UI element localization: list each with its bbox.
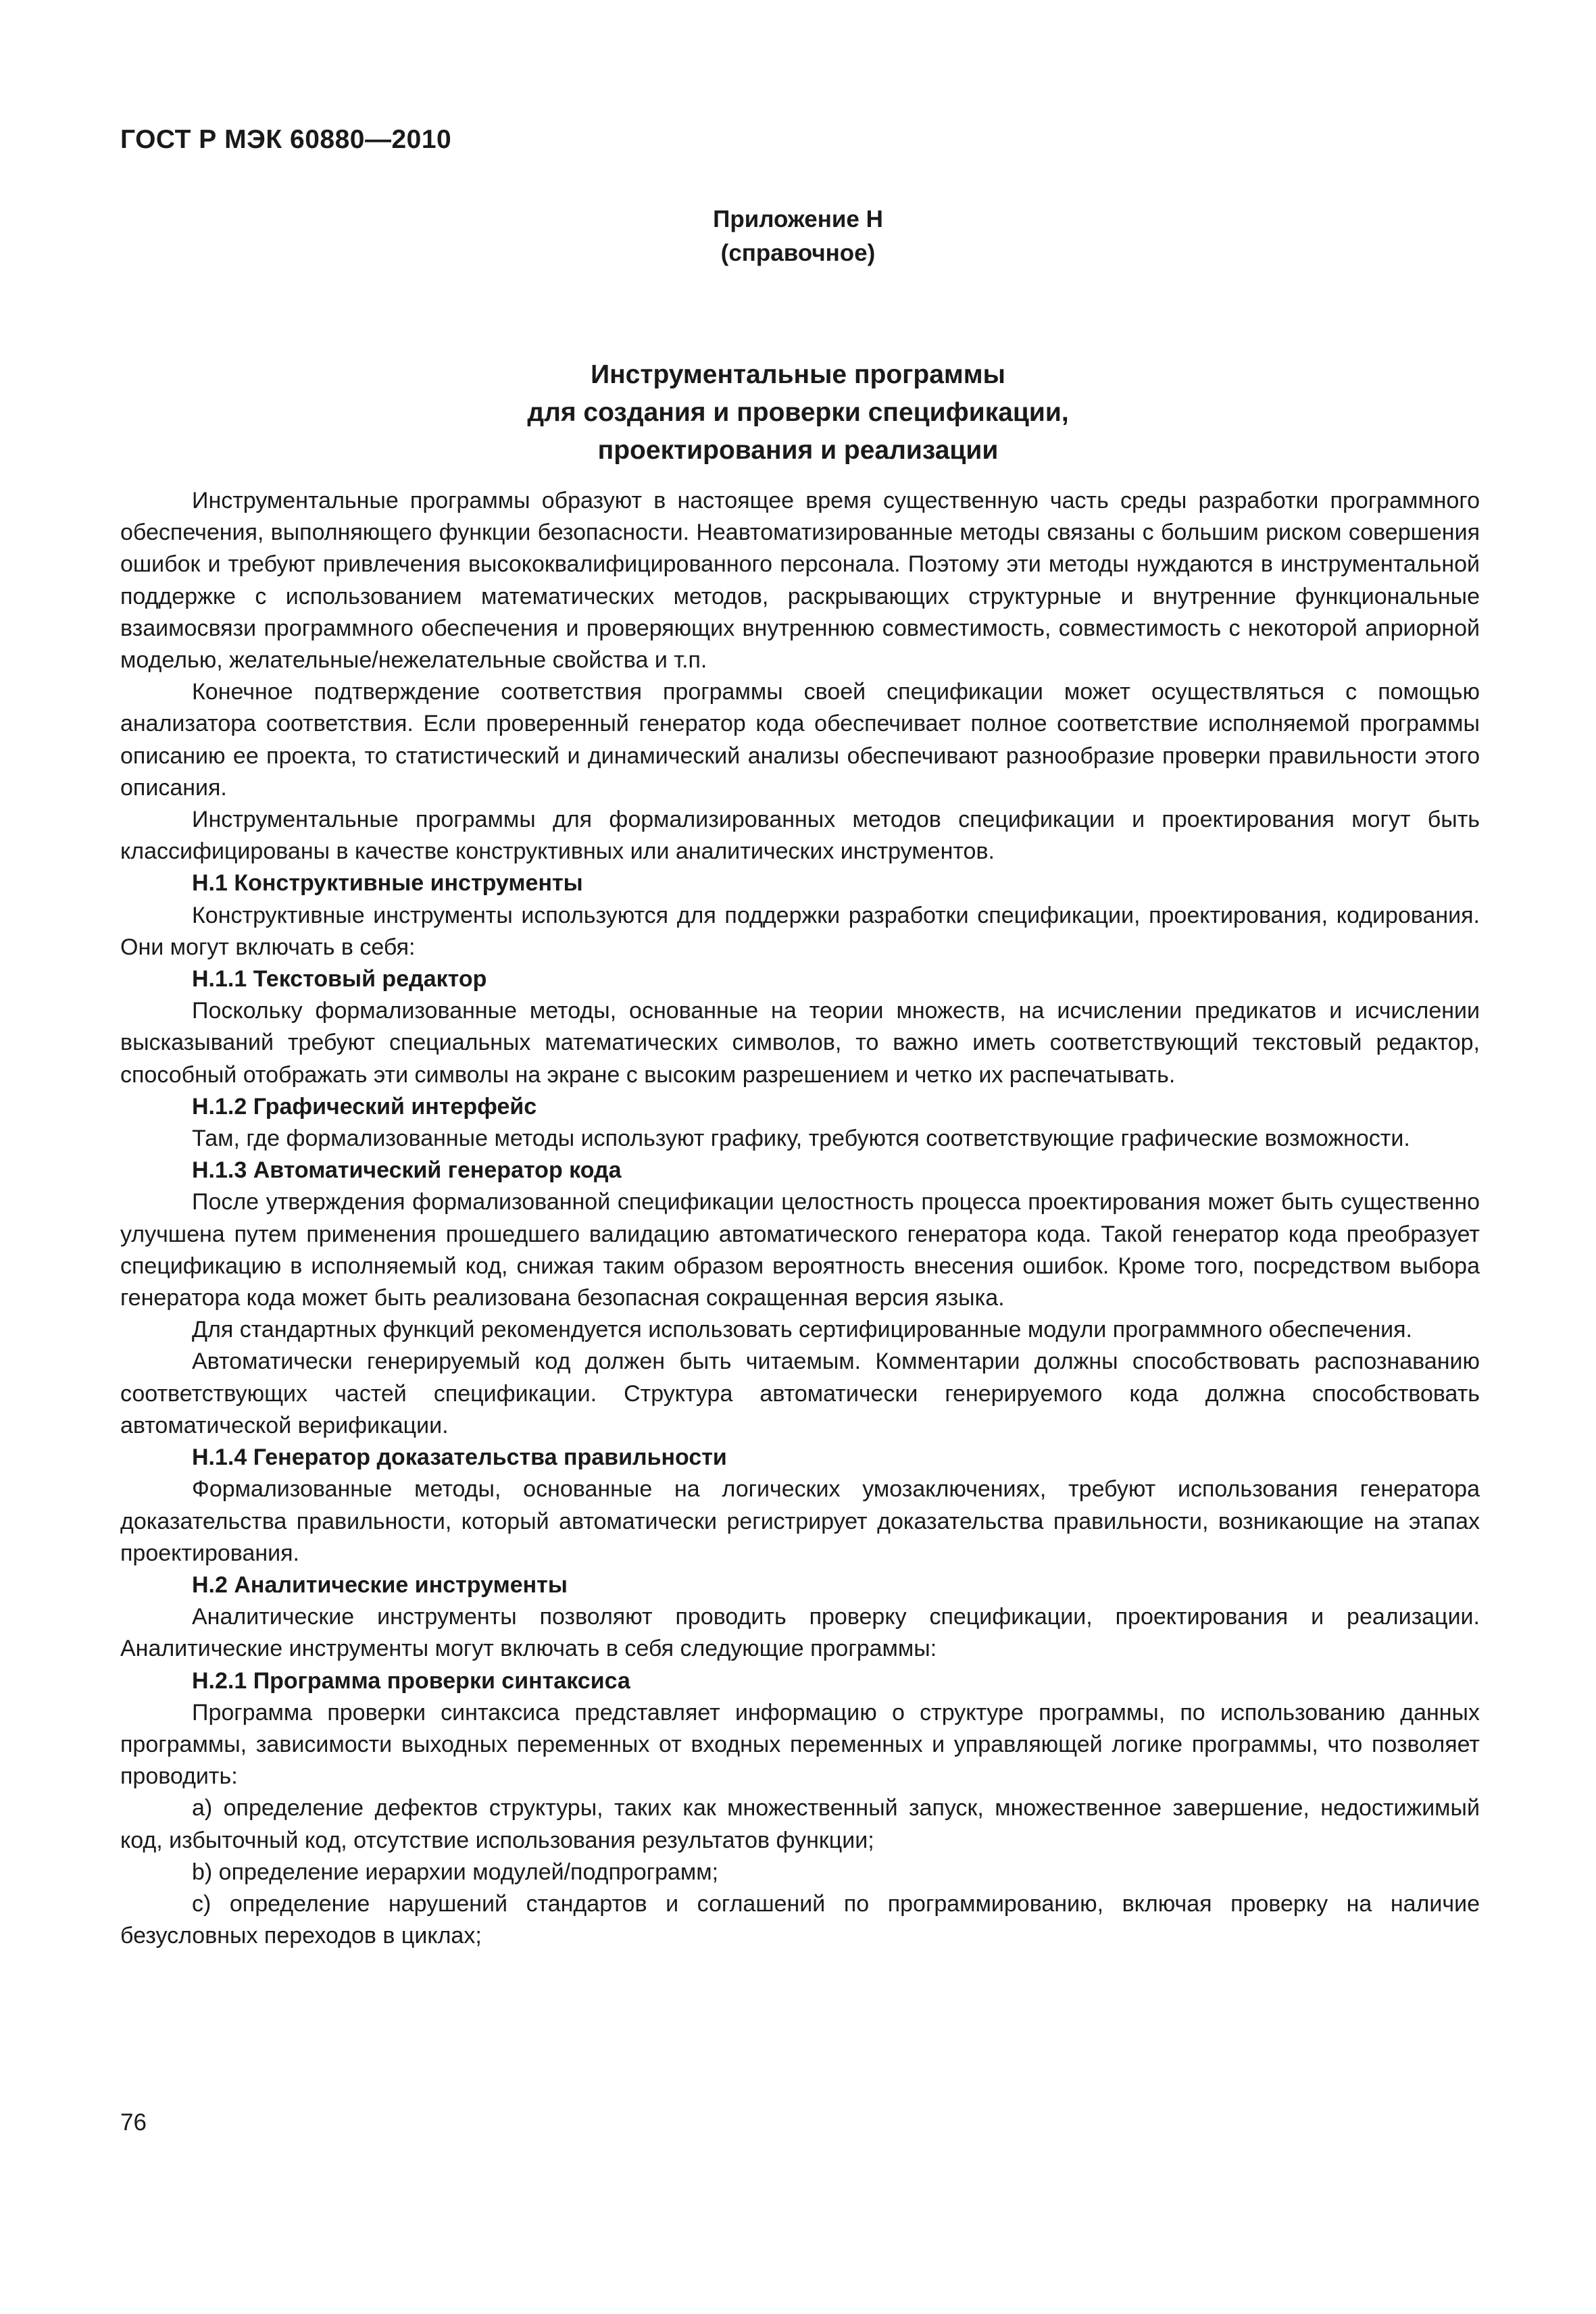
paragraph: Инструментальные программы образуют в настоящее время существенную часть среды разработки программного обеспечения, выполняющего функции безопасности. Неавтоматизированные методы связаны с большим риском совершения ошибок и требуют привлечения высококвалифицированного персонала. Поэтому эти методы нуждаются в инструментальной поддержке с использованием математических методов, раскрывающих структурные и внутренние функциональные взаимосвязи программного обеспечения и проверяющих внутреннюю совместимость, совместимость с некоторой априорной моделью, желательные/нежелательные свойства и т.п. [120,488,1480,674]
subsection-heading: Н.1.4 Генератор доказательства правильности [192,1444,727,1471]
annex-heading [0,203,1596,270]
paragraph: Там, где формализованные методы используют графику, требуются соответствующие графические возможности. [192,1126,1410,1152]
paragraph: Поскольку формализованные методы, основанные на теории множеств, на исчислении предикатов и исчислении высказываний требуют специальных математических символов, то важно иметь соответствующий текстовый редактор, способный отображать эти символы на экране с высоким разрешением и четко их распечатывать. [120,998,1480,1088]
title-line-3: проектирования и реализации [597,436,999,465]
paragraph: Программа проверки синтаксиса представляет информацию о структуре программы, по использованию данных программы, зависимости выходных переменных от входных переменных и управляющей логике программы, что позволяет проводить: [120,1699,1480,1790]
paragraph: Аналитические инструменты позволяют проводить проверку спецификации, проектирования и реализации. Аналитические инструменты могут включать в себя следующие программы: [120,1604,1480,1662]
paragraph: Конструктивные инструменты используются для поддержки разработки спецификации, проектирования, кодирования. Они могут включать в себя: [120,902,1480,960]
annex-title [0,356,1596,470]
page-number: 76 [120,2109,147,2136]
annex-type: (справочное) [720,240,876,266]
paragraph: Для стандартных функций рекомендуется использовать сертифицированные модули программного обеспечения. [192,1317,1413,1343]
paragraph: Инструментальные программы для формализированных методов спецификации и проектирования могут быть классифицированы в качестве конструктивных или аналитических инструментов. [120,807,1480,865]
paragraph: Конечное подтверждение соответствия программы своей спецификации может осуществляться с помощью анализатора соответствия. Если проверенный генератор кода обеспечивает полное соответствие исполняемой программы описанию ее проекта, то статистический и динамический анализы обеспечивают разнообразие проверки правильности этого описания. [120,679,1480,801]
standard-designation: ГОСТ Р МЭК 60880—2010 [120,125,452,154]
section-heading: Н.1 Конструктивные инструменты [192,870,583,897]
document-body [120,485,1480,1952]
title-line-2: для создания и проверки спецификации, [527,398,1069,427]
subsection-heading: Н.1.3 Автоматический генератор кода [192,1157,622,1184]
list-item: a) определение дефектов структуры, таких как множественный запуск, множественное завершение, недостижимый код, избыточный код, отсутствие использования результатов функции; [120,1795,1480,1853]
annex-label: Приложение Н [713,206,883,232]
subsection-heading: Н.1.2 Графический интерфейс [192,1093,537,1120]
title-line-1: Инструментальные программы [591,360,1005,389]
subsection-heading: Н.2.1 Программа проверки синтаксиса [192,1667,630,1694]
list-item: b) определение иерархии модулей/подпрограмм; [192,1859,719,1885]
paragraph: После утверждения формализованной спецификации целостность процесса проектирования может быть существенно улучшена путем применения прошедшего валидацию автоматического генератора кода. Такой генератор кода преобразует спецификацию в исполняемый код, снижая таким образом вероятность внесения ошибок. Кроме того, посредством выбора генератора кода может быть реализована безопасная сокращенная версия языка. [120,1189,1480,1311]
subsection-heading: Н.1.1 Текстовый редактор [192,966,487,992]
list-item: c) определение нарушений стандартов и соглашений по программированию, включая проверку на наличие безусловных переходов в циклах; [120,1890,1480,1949]
section-heading: Н.2 Аналитические инструменты [192,1571,568,1598]
paragraph: Автоматически генерируемый код должен быть читаемым. Комментарии должны способствовать распознаванию соответствующих частей спецификации. Структура автоматически генерируемого кода должна способствовать автоматической верификации. [120,1349,1480,1438]
paragraph: Формализованные методы, основанные на логических умозаключениях, требуют использования генератора доказательства правильности, который автоматически регистрирует доказательства правильности, возникающие на этапах проектирования. [120,1476,1480,1566]
